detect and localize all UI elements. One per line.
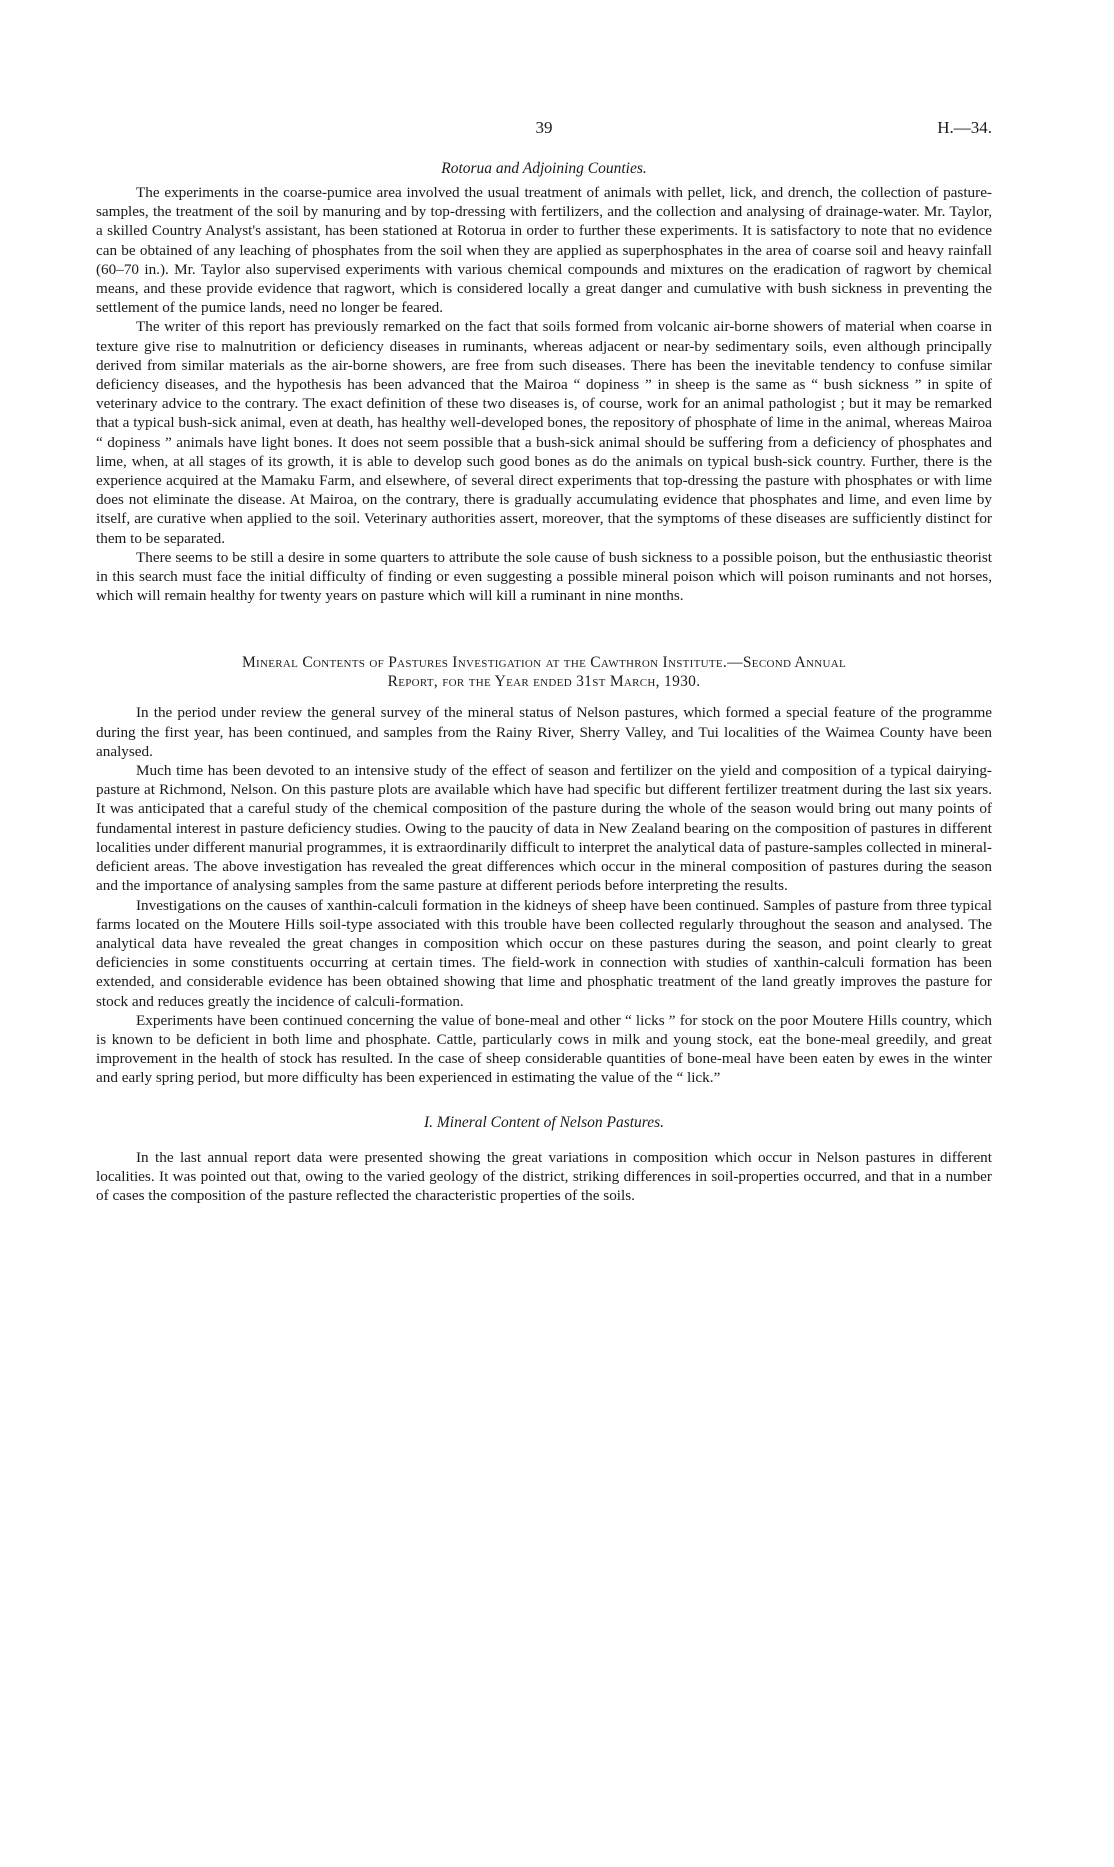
heading-line: Report, for the Year ended 31st March, 1930. xyxy=(387,673,701,691)
paragraph: Much time has been devoted to an intensive study of the effect of season and fertilizer on the yield and composition of a typical dairying-pasture at Richmond, Nelson. On this pasture plots are available which have had specific but different fertilizer treatment during the last six years. It was anticipated that a careful study of the chemical composition of the pasture during the whole of the season would bring out many points of fundamental interest in pasture deficiency studies. Owing to the paucity of data in New Zealand bearing on the composition of pastures in different localities under different manurial programmes, it is extraordinarily difficult to interpret the analytical data of pasture-samples collected in mineral-deficient areas. The above investigation has revealed the great differences which occur in the mineral composition of pastures during the season and the importance of analysing samples from the same pasture at different periods before interpreting the results. xyxy=(96,762,992,895)
paragraph: In the period under review the general survey of the mineral status of Nelson pastures, which formed a special feature of the programme during the first year, has been continued, and samples from the Rainy River, Sherry Valley, and Tui localities of the Waimea County have been analysed. xyxy=(96,704,992,760)
paragraph: Experiments have been continued concerning the value of bone-meal and other “ licks ” for stock on the poor Moutere Hills country, which is known to be deficient in both lime and phosphate. Cattle, particularly cows in milk and young stock, eat the bone-meal greedily, and great improvement in the health of stock has resulted. In the case of sheep considerable quantities of bone-meal have been eaten by ewes in the winter and early spring period, but more difficulty has been experienced in estimating the value of the “ lick.” xyxy=(96,1011,992,1087)
page-header xyxy=(96,118,992,148)
section-heading-cawthron xyxy=(96,653,992,691)
heading-line: Mineral Contents of Pastures Investigation at the Cawthron Institute.—Second Annual xyxy=(241,654,847,672)
paragraph: There seems to be still a desire in some quarters to attribute the sole cause of bush sickness to a possible poison, but the enthusiastic theorist in this search must face the initial difficulty of finding or even suggesting a possible mineral poison which will poison ruminants and not horses, which will remain healthy for twenty years on pasture which will kill a ruminant in nine months. xyxy=(96,548,992,605)
document-reference: H.—34. xyxy=(937,118,992,137)
paragraph: The writer of this report has previously remarked on the fact that soils formed from volcanic air-borne showers of material when coarse in texture give rise to malnutrition or deficiency diseases in ruminants, whereas adjacent or near-by sedimentary soils, even although principally derived from similar materials as the air-borne showers, are free from such diseases. There has been the inevitable tendency to confuse similar deficiency diseases, and the hypothesis has been advanced that the Mairoa “ dopiness ” in sheep is the same as “ bush sickness ” in spite of veterinary advice to the contrary. The exact definition of these two diseases is, of course, work for an animal pathologist ; but it may be remarked that a typical bush-sick animal, even at death, has healthy well-developed bones, the repository of phosphate of lime in the animal, whereas Mairoa “ dopiness ” animals have light bones. It does not seem possible that a bush-sick animal should be suffering from a deficiency of phosphates and lime, when, at all stages of its growth, it is able to develop such good bones as do the animals on typical bush-sick country. Further, there is the experience acquired at the Mamaku Farm, and elsewhere, of several direct experiments that top-dressing the pasture with phosphates or with lime does not eliminate the disease. At Mairoa, on the contrary, there is gradually accumulating evidence that phosphates and lime, and even lime by itself, are curative when applied to the soil. Veterinary authorities assert, moreover, that the symptoms of these diseases are sufficiently distinct for them to be separated. xyxy=(96,318,992,547)
subsection-title-nelson: I. Mineral Content of Nelson Pastures. xyxy=(423,1113,665,1131)
document-page xyxy=(96,118,992,1205)
paragraph: In the last annual report data were presented showing the great variations in composition which occur in Nelson pastures in different localities. It was pointed out that, owing to the varied geology of the district, striking differences in soil-properties occurred, and that in a number of cases the composition of the pasture reflected the characteristic properties of the soils. xyxy=(96,1148,992,1204)
paragraph: The experiments in the coarse-pumice area involved the usual treatment of animals with pellet, lick, and drench, the collection of pasture-samples, the treatment of the soil by manuring and by top-dressing with fertilizers, and the collection and analysing of drainage-water. Mr. Taylor, a skilled Country Analyst's assistant, has been stationed at Rotorua in order to further these experiments. It is satisfactory to note that no evidence can be obtained of any leaching of phosphates from the soil when they are applied as superphosphates in the area of coarse soil and heavy rainfall (60–70 in.). Mr. Taylor also supervised experiments with various chemical compounds and mixtures on the eradication of ragwort by chemical means, and these provide evidence that ragwort, which is considered locally a great danger and cumulative with bush sickness in preventing the settlement of the pumice lands, need no longer be feared. xyxy=(96,184,992,317)
paragraph: Investigations on the causes of xanthin-calculi formation in the kidneys of sheep have been continued. Samples of pasture from three typical farms located on the Moutere Hills soil-type associated with this trouble have been collected regularly throughout the season and analysed. The analytical data have revealed the great changes in composition which occur on these pastures during the season, and point clearly to great deficiencies in some constituents occurring at certain times. The field-work in connection with studies of xanthin-calculi formation has been extended, and considerable evidence has been obtained showing that lime and phosphatic treatment of the land greatly improves the pasture for stock and reduces greatly the incidence of calculi-formation. xyxy=(96,896,992,1010)
page-number: 39 xyxy=(535,118,553,137)
section-title-rotorua: Rotorua and Adjoining Counties. xyxy=(441,160,647,177)
